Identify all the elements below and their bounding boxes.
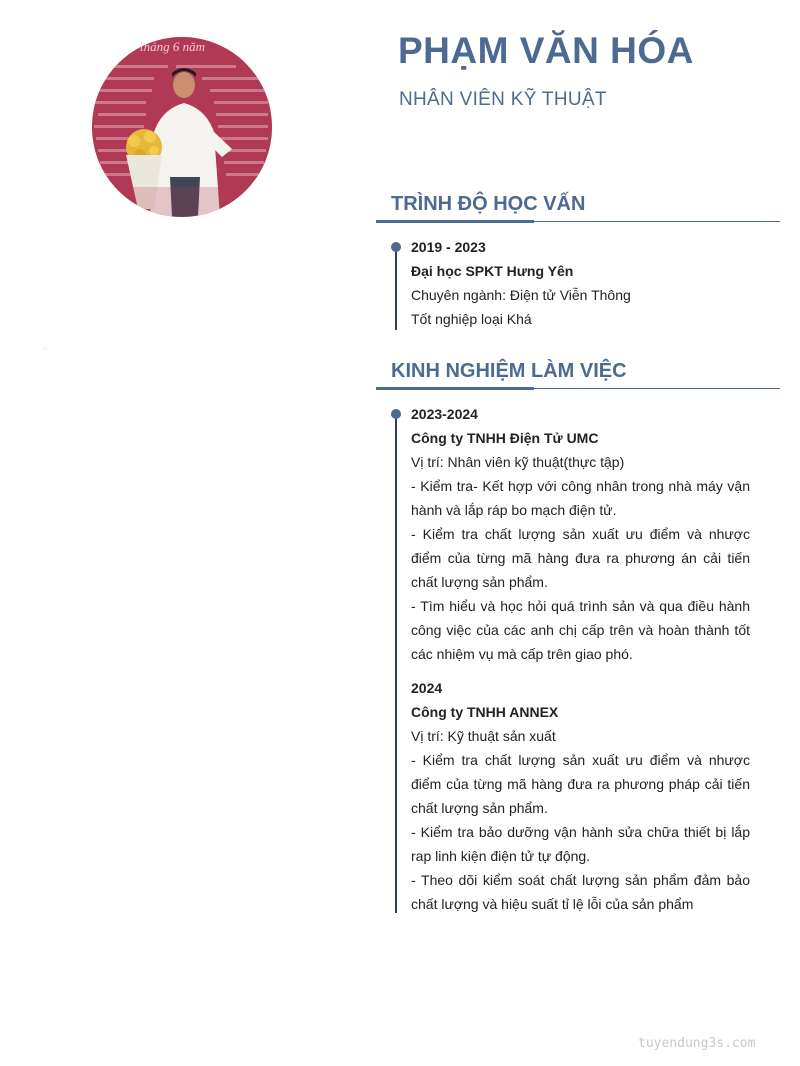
education-divider-accent [376,220,534,223]
experience-bullet: - Kiểm tra chất lượng sản xuất ưu điểm và nhược điểm của từng mã hàng đưa ra phương án cải tiến chất lượng sản phẩm. [411,526,750,590]
education-major: Chuyên ngành: Điện tử Viễn Thông [411,287,631,303]
experience-heading: KINH NGHIỆM LÀM VIỆC [391,360,627,382]
photo-banner-text: tháng 6 năm [140,39,205,54]
education-grade: Tốt nghiệp loại Khá [411,311,532,327]
experience-bullet: - Theo dõi kiểm soát chất lượng sản phẩm đảm bảo chất lượng và hiệu suất tỉ lệ lỗi của sản phẩm [411,872,750,912]
experience-position: Vị trí: Nhân viên kỹ thuật(thực tập) [411,454,625,470]
education-date: 2019 - 2023 [411,239,486,255]
experience-company: Công ty TNHH Điện Tử UMC [411,430,599,446]
experience-date: 2024 [411,680,443,696]
experience-date: 2023-2024 [411,406,478,422]
decorative-mark: ▫ [43,343,47,355]
education-timeline [395,246,397,330]
job-title: NHÂN VIÊN KỸ THUẬT [399,89,607,110]
experience-bullet: - Kiểm tra bảo dưỡng vận hành sửa chữa thiết bị lắp rap linh kiện điện tử tự động. [411,824,750,864]
candidate-name: PHẠM VĂN HÓA [398,30,694,71]
education-school: Đại học SPKT Hưng Yên [411,263,574,279]
experience-bullet: - Kiểm tra chất lượng sản xuất ưu điểm và nhược điểm của từng mã hàng đưa ra phương pháp cải tiến chất lượng sản phẩm. [411,752,750,816]
experience-timeline [395,413,397,913]
experience-bullet: - Tìm hiểu và học hỏi quá trình sản và qua điều hành công việc của các anh chị cấp trên và hoàn thành tốt các nhiệm vụ mà cấp trên giao phó. [411,598,750,662]
experience-entry [411,676,750,916]
profile-photo [92,37,272,217]
experience-timeline-dot [391,409,401,419]
education-entry [411,235,750,331]
experience-entry [411,402,750,666]
experience-position: Vị trí: Kỹ thuật sản xuất [411,728,556,744]
education-timeline-dot [391,242,401,252]
experience-company: Công ty TNHH ANNEX [411,704,559,720]
left-column [0,0,370,1066]
profile-photo-image [92,37,272,217]
watermark: tuyendung3s.com [638,1036,756,1051]
experience-bullet: - Kiểm tra- Kết hợp với công nhân trong nhà máy vận hành và lắp ráp bo mạch điện tử. [411,478,750,518]
experience-divider-accent [376,387,534,390]
education-heading: TRÌNH ĐỘ HỌC VẤN [391,193,586,215]
